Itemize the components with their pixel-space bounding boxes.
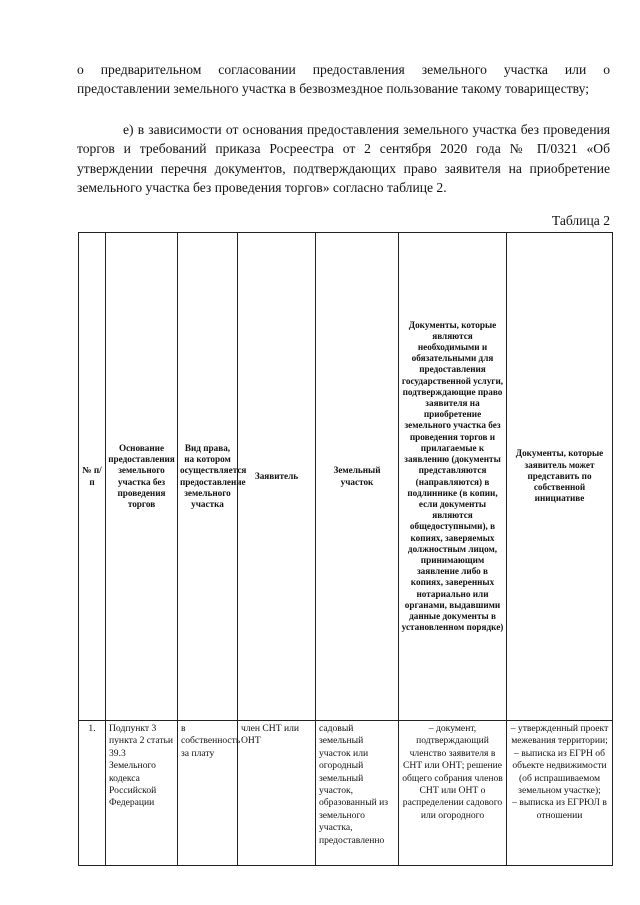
optional-doc-item: – выписка из ЕГРН об объекте недвижимости (об испрашиваемом земельном участке); xyxy=(512,747,607,797)
cell-optional-documents xyxy=(507,721,613,866)
header-required-documents: Документы, которые являются необходимыми и обязательными для предоставления государственной услуги, подтверждающие право заявителя на приобретение земельного участка без проведения торгов и прилагаемые к заявлению (документы представляются (направляются) в подлиннике (в копии, если документы являются общедоступными), в копиях, заверяемых должностным лицом, принимающим заявление либо в копиях, заверенных нотариально или органами, выдавшими данные документы в установленном порядке) xyxy=(399,233,507,721)
header-num: № п/п xyxy=(79,233,106,721)
table-caption: Таблица 2 xyxy=(551,213,610,228)
table-row xyxy=(79,721,613,866)
optional-doc-item: – выписка из ЕГРЮЛ в отношении xyxy=(512,797,607,821)
optional-doc-item: – утвержденный проект межевания территории; xyxy=(510,723,609,747)
header-land-plot: Земельный участок xyxy=(316,233,399,721)
cell-num: 1. xyxy=(79,721,106,866)
cell-applicant: член СНТ или ОНТ xyxy=(238,721,316,866)
header-applicant: Заявитель xyxy=(238,233,316,721)
paragraph-item-e: е) в зависимости от основания предоставления земельного участка без проведения торгов и требований приказа Росреестра от 2 сентября 2020 года № П/0321 «Об утверждении перечня документов, подтверждающих право заявителя на приобретение земельного участка без проведения торгов» согласно таблице 2. xyxy=(77,122,610,195)
cell-basis: Подпункт 3 пункта 2 статьи 39.3 Земельного кодекса Российской Федерации xyxy=(106,721,178,866)
header-basis: Основание предоставления земельного участка без проведения торгов xyxy=(106,233,178,721)
header-optional-documents: Документы, которые заявитель может представить по собственной инициативе xyxy=(507,233,613,721)
table-header-row xyxy=(79,233,613,721)
header-right-type: Вид права, на котором осуществляется предоставление земельного участка xyxy=(178,233,238,721)
documents-table xyxy=(78,232,613,866)
cell-land-plot: садовый земельный участок или огородный земельный участок, образованный из земельного участка, предоставленно xyxy=(316,721,399,866)
paragraph-continuation: о предварительном согласовании предоставления земельного участка или о предоставлении земельного участка в безвозмездное пользование такому товариществу; xyxy=(77,62,610,97)
cell-right-type: в собственность за плату xyxy=(178,721,238,866)
cell-required-documents: – документ, подтверждающий членство заявителя в СНТ или ОНТ; решение общего собрания членов СНТ или ОНТ о распределении садового или огородного xyxy=(399,721,507,866)
